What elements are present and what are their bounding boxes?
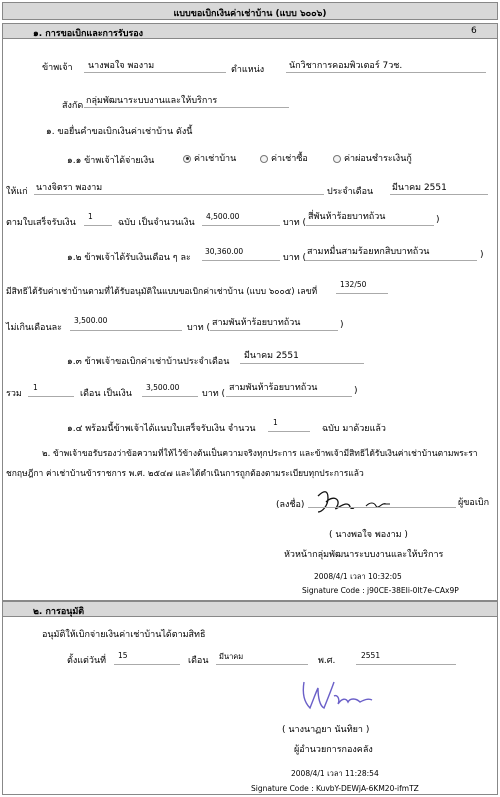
salary-amount: 30,360.00	[205, 247, 244, 256]
radio-rent-label: ค่าเช่าบ้าน	[194, 154, 237, 164]
month-value: มีนาคม 2551	[392, 183, 447, 193]
section2-title: ๒. การอนุมัติ	[33, 607, 85, 617]
radio-installment-circle[interactable]	[333, 155, 341, 163]
radio-purchase[interactable]	[260, 151, 308, 165]
sign-label: (ลงชื่อ)	[276, 500, 305, 510]
limit-words: สามพันห้าร้อยบาทถ้วน	[212, 318, 301, 328]
s2-month-label: เดือน	[188, 656, 209, 666]
name-underline	[84, 72, 226, 73]
limit-amount-underline	[70, 330, 182, 331]
receipt-amount-underline	[202, 225, 280, 226]
org-underline	[84, 107, 289, 108]
payee-underline	[34, 194, 324, 195]
s2-month-value: มีนาคม	[219, 652, 244, 661]
s2-year-value: 2551	[361, 651, 381, 660]
receipt-words: สี่พันห้าร้อยบาทถ้วน	[308, 212, 386, 222]
request-label: ๑. ขอยื่นคำขอเบิกเงินค่าเช่าบ้าน ดังนี้	[46, 127, 193, 137]
signed-time-1: 2008/4/1 เวลา 10:32:05	[314, 572, 402, 581]
receipt-close: )	[436, 215, 440, 225]
s2-year-label: พ.ศ.	[318, 656, 336, 666]
approver-name: ( นางนาฏยา นันทิยา )	[282, 725, 370, 735]
s2-year-underline	[356, 664, 456, 665]
total-close: )	[354, 386, 358, 396]
limit-words-underline	[210, 330, 338, 331]
salary-amount-underline	[202, 260, 280, 261]
radio-purchase-label: ค่าเช่าซื้อ	[271, 154, 308, 164]
limit-baht: บาท (	[187, 323, 211, 333]
receipt-count: 1	[88, 212, 93, 221]
radio-purchase-circle[interactable]	[260, 155, 268, 163]
limit-close: )	[340, 320, 344, 330]
certify-line1: ๒. ข้าพเจ้าขอรับรองว่าข้อความที่ให้ไว้ข้างต้นเป็นความจริงทุกประการ และข้าพเจ้ามีสิทธิได้รับเงินค่าเช่าบ้านตามพระรา	[42, 449, 478, 459]
entitled-number: 132/50	[340, 280, 367, 289]
radio-rent[interactable]	[183, 151, 236, 165]
form-title: แบบขอเบิกเงินค่าเช่าบ้าน (แบบ ๖๐๐๖)	[173, 9, 327, 19]
signer-role: ผู้ขอเบิก	[458, 498, 490, 508]
item13-month-underline	[240, 363, 364, 364]
total-amount: 3,500.00	[146, 383, 180, 392]
payee-label: ให้แก่	[6, 187, 28, 197]
certify-line2: ชกฤษฎีกา ค่าเช่าบ้านข้าราชการ พ.ศ. ๒๕๔๗ และได้ดำเนินการถูกต้องตามระเบียบทุกประการแล้ว	[6, 469, 364, 479]
receipt-label: ตามใบเสร็จรับเงิน	[6, 218, 76, 228]
receipt-words-underline	[306, 225, 434, 226]
item14-count-underline	[268, 431, 310, 432]
total-words-underline	[226, 396, 352, 397]
signature-code-1: Signature Code : j90CE-38EIi-0It7e-CAx9P	[302, 586, 459, 595]
requester-signature-line	[308, 507, 456, 508]
receipt-count-underline	[84, 225, 112, 226]
page-number: 6	[471, 26, 477, 36]
item13-month: มีนาคม 2551	[244, 351, 299, 361]
name-value: นางพอใจ พองาม	[88, 61, 155, 71]
salary-baht: บาท (	[283, 253, 307, 263]
radio-installment[interactable]	[333, 151, 412, 165]
entitled-label: มีสิทธิได้รับค่าเช่าบ้านตามที่ได้รับอนุมัติในแบบขอเบิกค่าเช่าบ้าน (แบบ ๖๐๐๕) เลขที่	[6, 287, 318, 297]
section1-header	[2, 23, 498, 39]
signed-time-2: 2008/4/1 เวลา 11:28:54	[291, 769, 379, 778]
entitled-number-underline	[336, 293, 388, 294]
since-label: ตั้งแต่วันที่	[67, 656, 107, 666]
position-underline	[286, 72, 486, 73]
salary-close: )	[480, 250, 484, 260]
since-day-underline	[114, 664, 180, 665]
signer-name: ( นางพอใจ พองาม )	[329, 530, 408, 540]
receipt-baht: บาท (	[283, 218, 307, 228]
receipt-amount: 4,500.00	[206, 212, 240, 221]
item14-label: ๑.๔ พร้อมนี้ข้าพเจ้าได้แนบใบเสร็จรับเงิน จำนวน	[67, 424, 256, 434]
total-baht: บาท (	[202, 389, 226, 399]
approver-position: ผู้อำนวยการกองคลัง	[294, 745, 373, 755]
signer-position: หัวหน้ากลุ่มพัฒนาระบบงานและให้บริการ	[284, 550, 444, 560]
total-months: 1	[33, 383, 38, 392]
signature-code-2: Signature Code : KuvbY-DEWjA-6KM20-ifmTZ	[251, 784, 419, 793]
month-underline	[390, 194, 488, 195]
total-label: รวม	[6, 389, 22, 399]
approver-signature	[290, 676, 380, 716]
salary-words-underline	[305, 260, 477, 261]
section2-header	[2, 601, 498, 617]
total-months-underline	[28, 396, 74, 397]
payee-value: นางจิตรา พองาม	[36, 183, 103, 193]
month-label: ประจำเดือน	[327, 187, 374, 197]
approve-text: อนุมัติให้เบิกจ่ายเงินค่าเช่าบ้านได้ตามสิทธิ	[42, 630, 206, 640]
total-words: สามพันห้าร้อยบาทถ้วน	[229, 383, 318, 393]
total-mid: เดือน เป็นเงิน	[80, 389, 132, 399]
name-label: ข้าพเจ้า	[42, 63, 73, 73]
limit-label: ไม่เกินเดือนละ	[6, 323, 62, 333]
org-value: กลุ่มพัฒนาระบบงานและให้บริการ	[86, 96, 218, 106]
org-label: สังกัด	[62, 101, 84, 111]
form-title-bar	[2, 2, 498, 20]
section1-title: ๑. การขอเบิกและการรับรอง	[33, 29, 144, 39]
radio-installment-label: ค่าผ่อนชำระเงินกู้	[344, 154, 412, 164]
requester-signature	[312, 484, 422, 518]
limit-amount: 3,500.00	[74, 316, 108, 325]
item11-label: ๑.๑ ข้าพเจ้าได้จ่ายเงิน	[67, 156, 155, 166]
salary-words: สามหมื่นสามร้อยหกสิบบาทถ้วน	[307, 247, 430, 257]
position-value: นักวิชาการคอมพิวเตอร์ 7วช.	[289, 61, 403, 71]
radio-rent-circle[interactable]	[183, 155, 191, 163]
receipt-mid: ฉบับ เป็นจำนวนเงิน	[118, 218, 195, 228]
item12-label: ๑.๒ ข้าพเจ้าได้รับเงินเดือน ๆ ละ	[67, 253, 191, 263]
position-label: ตำแหน่ง	[231, 65, 265, 75]
s2-month-underline	[216, 664, 308, 665]
since-day: 15	[118, 651, 128, 660]
item14-tail: ฉบับ มาด้วยแล้ว	[322, 424, 386, 434]
item13-label: ๑.๓ ข้าพเจ้าขอเบิกค่าเช่าบ้านประจำเดือน	[67, 357, 230, 367]
item14-count: 1	[273, 418, 278, 427]
total-amount-underline	[142, 396, 198, 397]
